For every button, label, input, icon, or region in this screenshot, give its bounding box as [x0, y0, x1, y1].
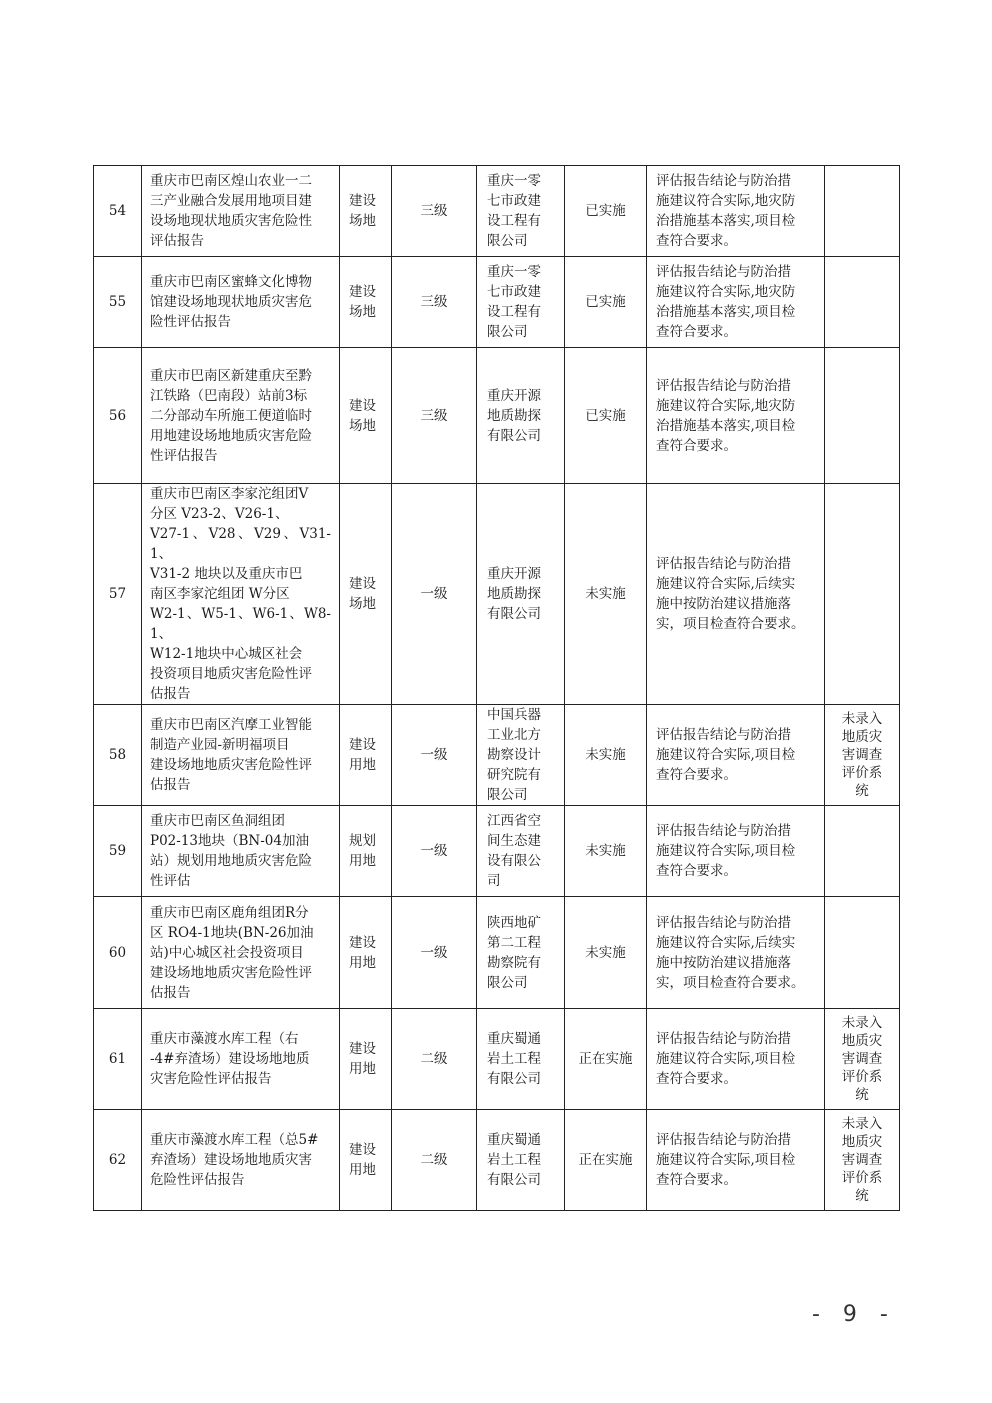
assessment-level: 二级: [392, 1110, 477, 1211]
implementation-status: 正在实施: [565, 1009, 647, 1110]
table-row: [94, 257, 900, 348]
assessment-level: 一级: [392, 897, 477, 1009]
land-type: 建设 用地: [340, 705, 392, 806]
row-number: 59: [94, 806, 142, 897]
row-number: 60: [94, 897, 142, 1009]
project-name: 重庆市巴南区煌山农业一二 三产业融合发展用地项目建 设场地现状地质灾害危险性 评估报告: [142, 166, 340, 257]
implementation-status: 未实施: [565, 484, 647, 705]
assessment-level: 二级: [392, 1009, 477, 1110]
land-type: 建设 场地: [340, 348, 392, 484]
land-type: 规划 用地: [340, 806, 392, 897]
project-name: 重庆市巴南区新建重庆至黔 江铁路（巴南段）站前3标 二分部动车所施工便道临时 用地建设场地地质灾害危险 性评估报告: [142, 348, 340, 484]
project-name: 重庆市巴南区鹿角组团R分 区 RO4-1地块(BN-26加油 站)中心城区社会投资项目 建设场地地质灾害危险性评 估报告: [142, 897, 340, 1009]
remark: [825, 348, 900, 484]
assessment-org: 重庆蜀通 岩土工程 有限公司: [477, 1110, 565, 1211]
implementation-status: 已实施: [565, 257, 647, 348]
remark: [825, 257, 900, 348]
project-name: 重庆市巴南区李家沱组团V 分区 V23-2、V26-1、 V27-1、V28、V29、V31-1、 V31-2 地块以及重庆市巴 南区李家沱组团 W分区 W2-1、W5-1、W6-1、W8-1、 W12-1地块中心城区社会 投资项目地质灾害危险性评 估报告: [142, 484, 340, 705]
table-row: [94, 806, 900, 897]
table-row: [94, 1009, 900, 1110]
project-name: 重庆市巴南区鱼洞组团 P02-13地块（BN-04加油 站）规划用地地质灾害危险 性评估: [142, 806, 340, 897]
assessment-level: 三级: [392, 348, 477, 484]
assessment-level: 三级: [392, 166, 477, 257]
implementation-status: 已实施: [565, 166, 647, 257]
inspection-conclusion: 评估报告结论与防治措 施建议符合实际,地灾防 治措施基本落实,项目检 查符合要求。: [647, 166, 825, 257]
inspection-conclusion: 评估报告结论与防治措 施建议符合实际,后续实 施中按防治建议措施落 实，项目检查符合要求。: [647, 484, 825, 705]
table-row: [94, 1110, 900, 1211]
assessment-level: 一级: [392, 705, 477, 806]
implementation-status: 未实施: [565, 806, 647, 897]
assessment-org: 重庆开源 地质勘探 有限公司: [477, 348, 565, 484]
project-name: 重庆市巴南区蜜蜂文化博物 馆建设场地现状地质灾害危 险性评估报告: [142, 257, 340, 348]
project-name: 重庆市藻渡水库工程（右 -4#弃渣场）建设场地地质 灾害危险性评估报告: [142, 1009, 340, 1110]
assessment-level: 一级: [392, 484, 477, 705]
remark: 未录入 地质灾 害调查 评价系 统: [825, 705, 900, 806]
implementation-status: 正在实施: [565, 1110, 647, 1211]
assessment-org: 江西省空 间生态建 设有限公 司: [477, 806, 565, 897]
row-number: 55: [94, 257, 142, 348]
table-row: [94, 166, 900, 257]
assessment-org: 重庆蜀通 岩土工程 有限公司: [477, 1009, 565, 1110]
inspection-conclusion: 评估报告结论与防治措 施建议符合实际,后续实 施中按防治建议措施落 实，项目检查符合要求。: [647, 897, 825, 1009]
inspection-conclusion: 评估报告结论与防治措 施建议符合实际,项目检 查符合要求。: [647, 806, 825, 897]
row-number: 58: [94, 705, 142, 806]
land-type: 建设 用地: [340, 1009, 392, 1110]
implementation-status: 已实施: [565, 348, 647, 484]
assessment-org: 重庆一零 七市政建 设工程有 限公司: [477, 257, 565, 348]
assessment-level: 一级: [392, 806, 477, 897]
inspection-conclusion: 评估报告结论与防治措 施建议符合实际,项目检 查符合要求。: [647, 1110, 825, 1211]
row-number: 56: [94, 348, 142, 484]
row-number: 57: [94, 484, 142, 705]
inspection-conclusion: 评估报告结论与防治措 施建议符合实际,项目检 查符合要求。: [647, 1009, 825, 1110]
table-row: [94, 897, 900, 1009]
remark: [825, 806, 900, 897]
table-row: [94, 348, 900, 484]
row-number: 54: [94, 166, 142, 257]
implementation-status: 未实施: [565, 897, 647, 1009]
inspection-conclusion: 评估报告结论与防治措 施建议符合实际,项目检 查符合要求。: [647, 705, 825, 806]
remark: 未录入 地质灾 害调查 评价系 统: [825, 1110, 900, 1211]
land-type: 建设 场地: [340, 166, 392, 257]
page-number: - 9 -: [812, 1302, 896, 1327]
remark: [825, 484, 900, 705]
assessment-org: 中国兵器 工业北方 勘察设计 研究院有 限公司: [477, 705, 565, 806]
remark: [825, 897, 900, 1009]
table-row: [94, 484, 900, 705]
remark: 未录入 地质灾 害调查 评价系 统: [825, 1009, 900, 1110]
assessment-level: 三级: [392, 257, 477, 348]
project-name: 重庆市巴南区汽摩工业智能 制造产业园-新明福项目 建设场地地质灾害危险性评 估报告: [142, 705, 340, 806]
row-number: 62: [94, 1110, 142, 1211]
assessment-org: 陕西地矿 第二工程 勘察院有 限公司: [477, 897, 565, 1009]
remark: [825, 166, 900, 257]
assessment-org: 重庆一零 七市政建 设工程有 限公司: [477, 166, 565, 257]
records-table: [93, 165, 900, 1211]
inspection-conclusion: 评估报告结论与防治措 施建议符合实际,地灾防 治措施基本落实,项目检 查符合要求。: [647, 348, 825, 484]
row-number: 61: [94, 1009, 142, 1110]
land-type: 建设 用地: [340, 1110, 392, 1211]
land-type: 建设 场地: [340, 484, 392, 705]
table-row: [94, 705, 900, 806]
land-type: 建设 场地: [340, 257, 392, 348]
assessment-org: 重庆开源 地质勘探 有限公司: [477, 484, 565, 705]
land-type: 建设 用地: [340, 897, 392, 1009]
project-name: 重庆市藻渡水库工程（总5# 弃渣场）建设场地地质灾害 危险性评估报告: [142, 1110, 340, 1211]
inspection-conclusion: 评估报告结论与防治措 施建议符合实际,地灾防 治措施基本落实,项目检 查符合要求。: [647, 257, 825, 348]
implementation-status: 未实施: [565, 705, 647, 806]
